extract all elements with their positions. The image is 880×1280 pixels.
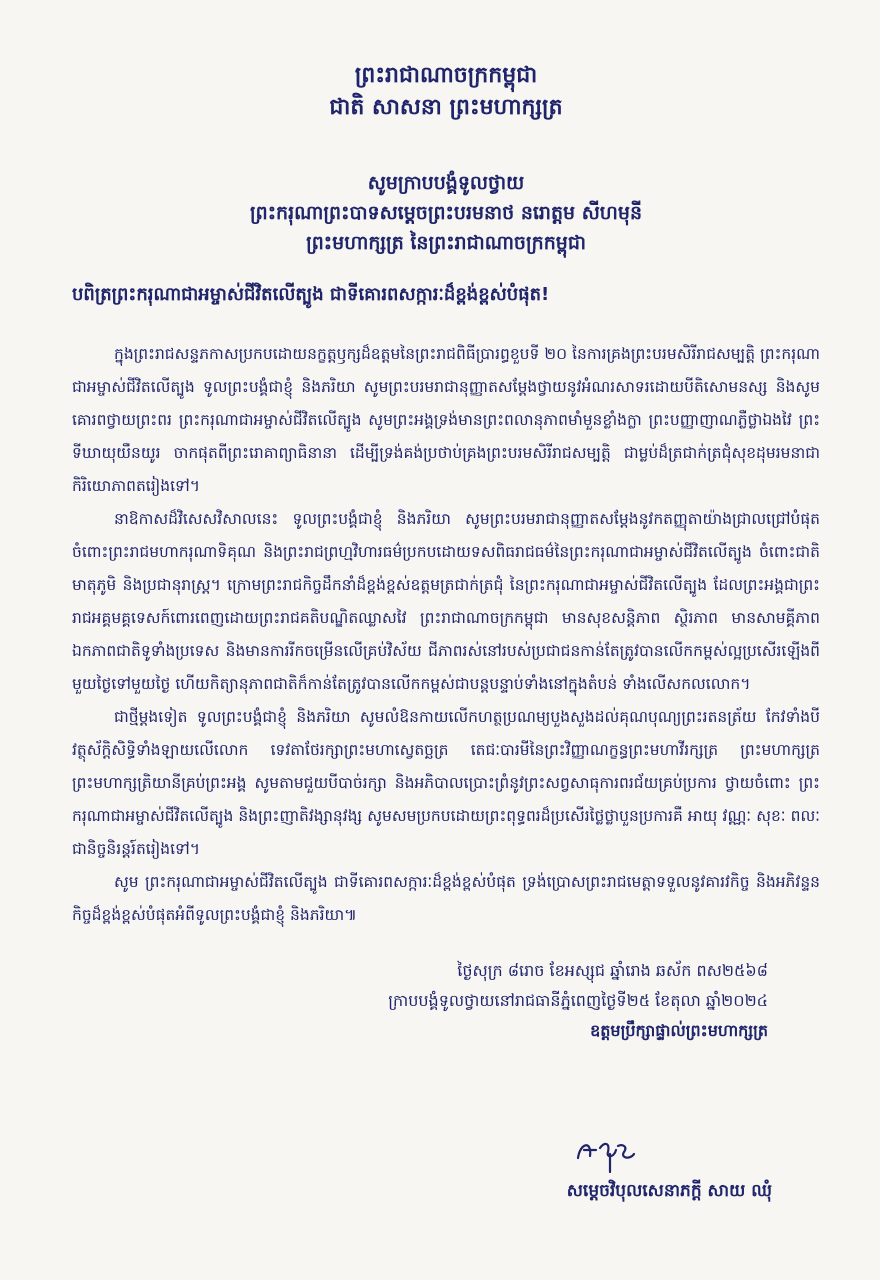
body-paragraph: ក្នុងព្រះរាជសន្ទភកាសប្រកបដោយនក្ខត្តឫក្សដ៏ឧត្តមនៃព្រះរាជពិធីប្រារព្ធខួបទី ២០ នៃការគ្រងព្រះបរមសិរីរាជសម្បត្តិ ព្រះករុណាជាអម្ចាស់ជីវិតលើត្បូង ទូលព្រះបង្គំជាខ្ញុំ និងភរិយា សូមព្រះបរមរាជានុញ្ញាតសម្តែងថ្វាយនូវអំណរសាទរដោយបីតិសោមនស្ស និងសូមគោរពថ្វាយព្រះពរ ព្រះករុណាជាអម្ចាស់ជីវិតលើត្បូង សូមព្រះអង្គទ្រង់មានព្រះពលានុភាពមាំមួនខ្លាំងក្លា ព្រះបញ្ញាញាណភ្លឺថ្លាឯងវៃ ព្រះទីឃាយុយឺនយូរ ចាកផុតពីព្រះរោគាព្យាធិនានា ដើម្បីទ្រង់គង់ប្រថាប់គ្រងព្រះបរមសិរីរាជសម្បត្តិ ជាម្លប់ដ៏ត្រជាក់ត្រជុំសុខដុមរមនាជាកិរិយោភាពតរៀងទៅ។ (72, 345, 820, 495)
signer-office: ឧត្តមប្រឹក្សាផ្ទាល់ព្រះមហាក្សត្រ (590, 1021, 768, 1040)
body-paragraph: សូម ព្រះករុណាជាអម្ចាស់ជីវិតលើត្បូង ជាទីគោរពសក្ការៈដ៏ខ្ពង់ខ្ពស់បំផុត ទ្រង់ប្រោសព្រះរាជមេត្តាទទួលនូវគារវកិច្ច និងអភិវន្ទនកិច្ចដ៏ខ្ពង់ខ្ពស់បំផុតអំពីទូលព្រះបង្គំជាខ្ញុំ និងភរិយា៕ (72, 873, 820, 924)
body-paragraph: ជាថ្មីម្តងទៀត ទូលព្រះបង្គំជាខ្ញុំ និងភរិយា សូមលំឱនកាយលើកហត្ថប្រណម្យបួងសួងដល់គុណបុណ្យព្រះរតនត្រ័យ កែវទាំងបី វត្ថុស័ក្តិសិទ្ធិទាំងឡាយលើលោក ទេវតាថែរក្សាព្រះមហាស្វេតច្ឆត្រ តេជៈបារមីនៃព្រះវិញ្ញាណក្ខន្ធព្រះមហាវីរក្សត្រ ព្រះមហាក្សត្រ ព្រះមហាក្សត្រិយានីគ្រប់ព្រះអង្គ សូមតាមជួយបីបាច់រក្សា និងអភិបាលប្រោះព្រំនូវព្រះសព្វសាធុការពរជ័យគ្រប់ប្រការ ថ្វាយចំពោះ ព្រះករុណាជាអម្ចាស់ជីវិតលើត្បូង និងព្រះញាតិវង្សានុវង្ស សូមសមប្រកបដោយព្រះពុទ្ធពរដ៏ប្រសើរថ្លៃថ្លាបួនប្រការគឺ អាយុ វណ្ណៈ សុខៈ ពលៈជានិច្ចនិរន្តរ៍តរៀងទៅ។ (72, 708, 820, 858)
solar-date-place: ក្រាបបង្គំទូលថ្វាយនៅរាជធានីភ្នំពេញថ្ងៃទី២៥ ខែតុលា ឆ្នាំ២០២៤ (388, 991, 768, 1010)
national-motto: ជាតិ សាសនា ព្រះមហាក្សត្រ (329, 95, 563, 120)
handwritten-signature (570, 1128, 650, 1178)
signer-name: សម្តេចវិបុលសេនាភក្តី សាយ ឈុំ (566, 1181, 772, 1201)
addressee-intro: សូមក្រាបបង្គំទូលថ្វាយ (367, 172, 525, 194)
lunar-date: ថ្ងៃសុក្រ ៨រោច ខែអស្សុជ ឆ្នាំរោង ឆស័ក ពស២៥៦៨ (457, 961, 768, 980)
addressee-block (72, 168, 820, 258)
kingdom-heading (72, 60, 820, 124)
kingdom-name: ព្រះរាជាណាចក្រកម្ពុជា (354, 63, 538, 88)
addressee-title: ព្រះមហាក្សត្រ នៃព្រះរាជាណាចក្រកម្ពុជា (306, 232, 586, 254)
body-paragraph: នាឱកាសដ៏វិសេសវិសាលនេះ ទូលព្រះបង្គំជាខ្ញុំ និងភរិយា សូមព្រះបរមរាជានុញ្ញាតសម្តែងនូវកតញ្ញុតាយ៉ាងជ្រាលជ្រៅបំផុតចំពោះព្រះរាជមហាករុណាទិគុណ និងព្រះរាជព្រហ្មវិហារធម៌ប្រកបដោយទសពិធរាជធម៌នៃព្រះករុណាជាអម្ចាស់ជីវិតលើត្បូង ចំពោះជាតិមាតុភូមិ និងប្រជានុរាស្ត្រ។ ក្រោមព្រះរាជកិច្ចដឹកនាំដ៏ខ្ពង់ខ្ពស់ឧត្តមត្រជាក់ត្រជុំ នៃព្រះករុណាជាអម្ចាស់ជីវិតលើត្បូង ដែលព្រះអង្គជាព្រះរាជអគ្គមគ្គទេសក៍ពោរពេញដោយព្រះរាជគតិបណ្ឌិតឈ្លាសវៃ ព្រះរាជាណាចក្រកម្ពុជា មានសុខសន្តិភាព ស្ថិរភាព មានសាមគ្គីភាព ឯកភាពជាតិទូទាំងប្រទេស និងមានការរីកចម្រើនលើគ្រប់វិស័យ ជីភាពរស់នៅរបស់ប្រជាជនកាន់តែត្រូវបានលើកកម្ពស់ល្អប្រសើរឡើងពីមួយថ្ងៃទៅមួយថ្ងៃ ហើយកិត្យានុភាពជាតិក៏កាន់តែត្រូវបានលើកកម្ពស់ជាបន្តបន្ទាប់ទាំងនៅក្នុងតំបន់ ទាំងលើសកលលោក។ (72, 510, 820, 693)
addressee-name: ព្រះករុណាព្រះបាទសម្តេចព្រះបរមនាថ នរោត្តម សីហមុនី (249, 202, 643, 224)
date-block (72, 956, 820, 1046)
letter-body (72, 338, 820, 932)
salutation: បពិត្រព្រះករុណាជាអម្ចាស់ជីវិតលើត្បូង ជាទីគោរពសក្ការៈដ៏ខ្ពង់ខ្ពស់បំផុត! (72, 284, 550, 305)
